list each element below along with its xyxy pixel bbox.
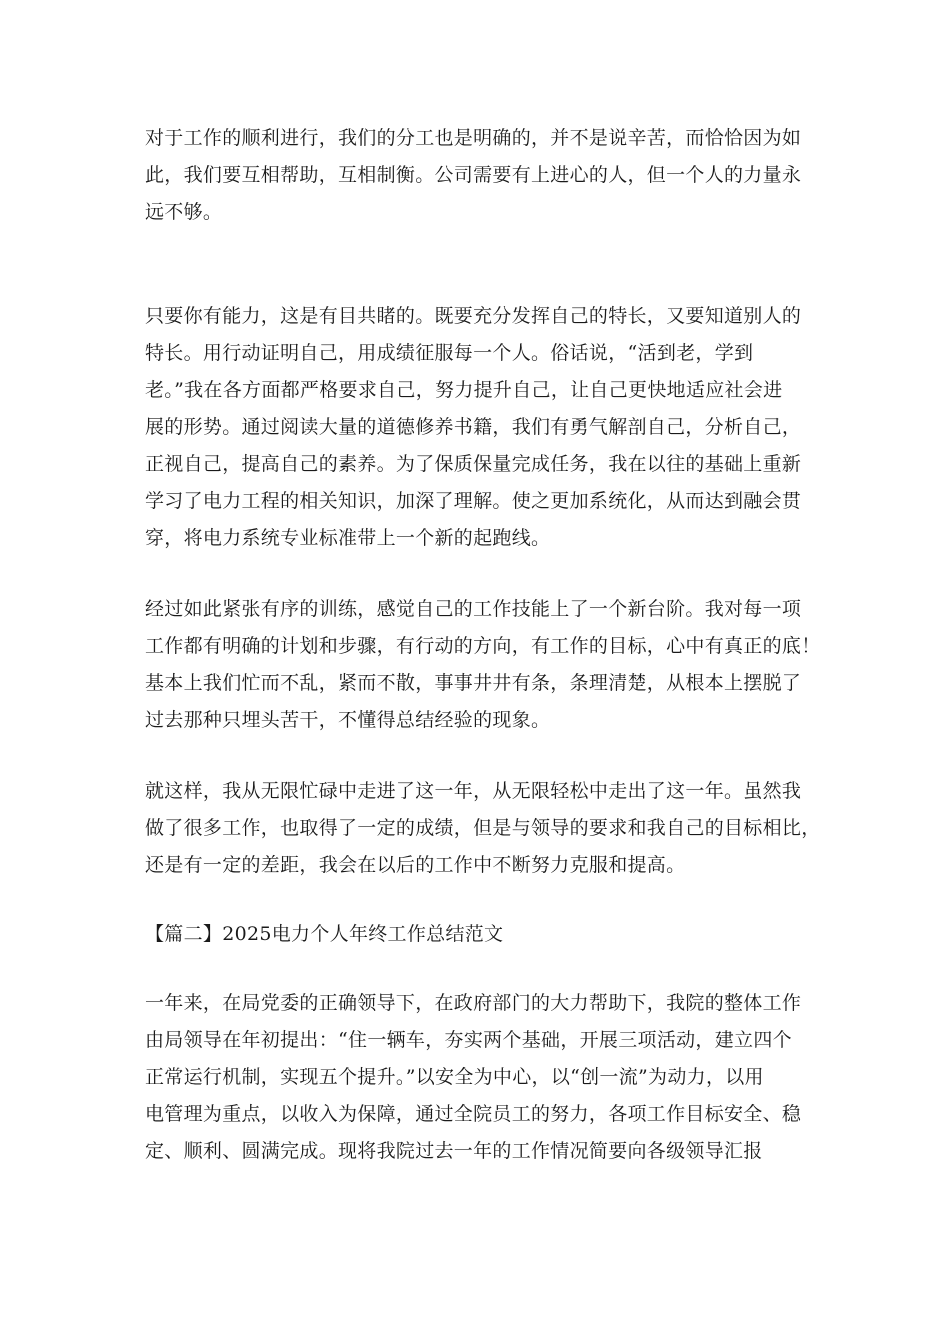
paragraph-1-line-2: 此，我们要互相帮助，互相制衡。公司需要有上进心的人，但一个人的力量永 <box>145 164 802 186</box>
paragraph-2-line-1: 只要你有能力，这是有目共睹的。既要充分发挥自己的特长，又要知道别人的 <box>145 305 802 327</box>
paragraph-6-line-4: 电管理为重点，以收入为保障，通过全院员工的努力，各项工作目标安全、稳 <box>145 1103 802 1125</box>
paragraph-2-line-3: 老。”我在各方面都严格要求自己，努力提升自己，让自己更快地适应社会进 <box>145 379 783 401</box>
paragraph-3-line-2: 工作都有明确的计划和步骤，有行动的方向，有工作的目标，心中有真正的底！ <box>145 635 821 657</box>
paragraph-6-line-1: 一年来，在局党委的正确领导下，在政府部门的大力帮助下，我院的整体工作 <box>145 992 802 1014</box>
paragraph-3-line-3: 基本上我们忙而不乱，紧而不散，事事井井有条，条理清楚，从根本上摆脱了 <box>145 672 802 694</box>
paragraph-6-line-5: 定、顺利、圆满完成。现将我院过去一年的工作情况简要向各级领导汇报 <box>145 1140 763 1162</box>
section-heading: 【篇二】2025电力个人年终工作总结范文 <box>145 923 504 945</box>
paragraph-2-line-4: 展的形势。通过阅读大量的道德修养书籍，我们有勇气解剖自己，分析自己， <box>145 416 802 438</box>
paragraph-4-line-3: 还是有一定的差距，我会在以后的工作中不断努力克服和提高。 <box>145 854 686 876</box>
paragraph-1-line-1: 对于工作的顺利进行，我们的分工也是明确的，并不是说辛苦，而恰恰因为如 <box>145 127 802 149</box>
paragraph-3-line-1: 经过如此紧张有序的训练，感觉自己的工作技能上了一个新台阶。我对每一项 <box>145 598 802 620</box>
paragraph-6-line-2: 由局领导在年初提出：“住一辆车，夯实两个基础，开展三项活动，建立四个 <box>145 1029 792 1051</box>
paragraph-2-line-6: 学习了电力工程的相关知识，加深了理解。使之更加系统化，从而达到融会贯 <box>145 490 802 512</box>
paragraph-6-line-3: 正常运行机制，实现五个提升。”以安全为中心，以“创一流”为动力，以用 <box>145 1066 764 1088</box>
paragraph-2-line-7: 穿，将电力系统专业标准带上一个新的起跑线。 <box>145 527 551 549</box>
paragraph-4-line-2: 做了很多工作，也取得了一定的成绩，但是与领导的要求和我自己的目标相比， <box>145 817 821 839</box>
paragraph-1-line-3: 远不够。 <box>145 201 223 223</box>
paragraph-2-line-2: 特长。用行动证明自己，用成绩征服每一个人。俗话说，“活到老，学到 <box>145 342 754 364</box>
paragraph-4-line-1: 就这样，我从无限忙碌中走进了这一年，从无限轻松中走出了这一年。虽然我 <box>145 780 802 802</box>
paragraph-2-line-5: 正视自己，提高自己的素养。为了保质保量完成任务，我在以往的基础上重新 <box>145 453 802 475</box>
paragraph-3-line-4: 过去那种只埋头苦干，不懂得总结经验的现象。 <box>145 709 551 731</box>
